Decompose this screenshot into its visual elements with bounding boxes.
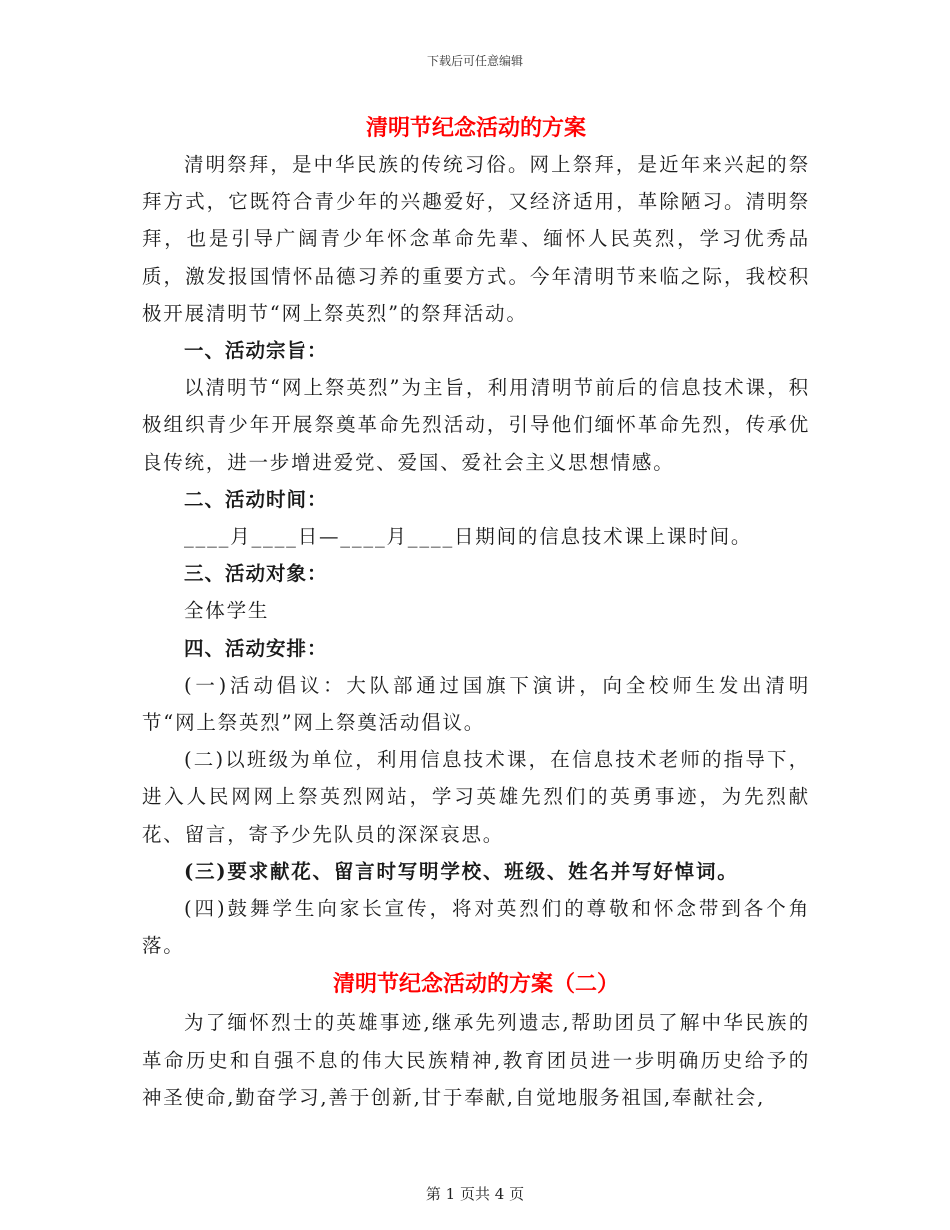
heading-time: 二、活动时间： (184, 487, 328, 511)
arrangement-item-1: (一)活动倡议：大队部通过国旗下演讲，向全校师生发出清明节“网上祭英烈”网上祭奠活动倡议。 (142, 673, 810, 735)
page-footer: 第 1 页共 4 页 (425, 1185, 525, 1203)
purpose-paragraph: 以清明节“网上祭英烈”为主旨，利用清明节前后的信息技术课，积极组织青少年开展祭奠革命先烈活动，引导他们缅怀革命先烈，传承优良传统，进一步增进爱党、爱国、爱社会主义思想情感。 (142, 376, 810, 474)
audience-paragraph: 全体学生 (184, 599, 270, 623)
intro-paragraph: 清明祭拜，是中华民族的传统习俗。网上祭拜，是近年来兴起的祭拜方式，它既符合青少年的兴趣爱好，又经济适用，革除陋习。清明祭拜，也是引导广阔青少年怀念革命先辈、缅怀人民英烈，学习优秀品质，激发报国情怀品德习养的重要方式。今年清明节来临之际，我校积极开展清明节“网上祭英烈”的祭拜活动。 (142, 153, 810, 325)
section2-paragraph: 为了缅怀烈士的英雄事迹,继承先列遗志,帮助团员了解中华民族的革命历史和自强不息的伟大民族精神,教育团员进一步明确历史给予的神圣使命,勤奋学习,善于创新,甘于奉献,自觉地服务祖国,奉献社会, (142, 1011, 810, 1109)
heading-purpose: 一、活动宗旨： (184, 339, 328, 363)
heading-audience: 三、活动对象： (184, 562, 328, 586)
document-title: 清明节纪念活动的方案 (365, 115, 586, 141)
arrangement-item-3: (三)要求献花、留言时写明学校、班级、姓名并写好悼词。 (184, 859, 739, 883)
section2-title: 清明节纪念活动的方案（二） (332, 971, 619, 998)
time-paragraph: ____月____日—____月____日期间的信息技术课上课时间。 (184, 525, 753, 549)
arrangement-item-2: (二)以班级为单位，利用信息技术课，在信息技术老师的指导下，进入人民网网上祭英烈网站，学习英雄先烈们的英勇事迹，为先烈献花、留言，寄予少先队员的深深哀思。 (142, 748, 810, 846)
document-body (142, 110, 810, 1116)
arrangement-item-4: (四)鼓舞学生向家长宣传，将对英烈们的尊敬和怀念带到各个角落。 (142, 897, 810, 958)
page-header: 下载后可任意编辑 (426, 54, 523, 68)
heading-arrangement: 四、活动安排： (184, 636, 328, 660)
